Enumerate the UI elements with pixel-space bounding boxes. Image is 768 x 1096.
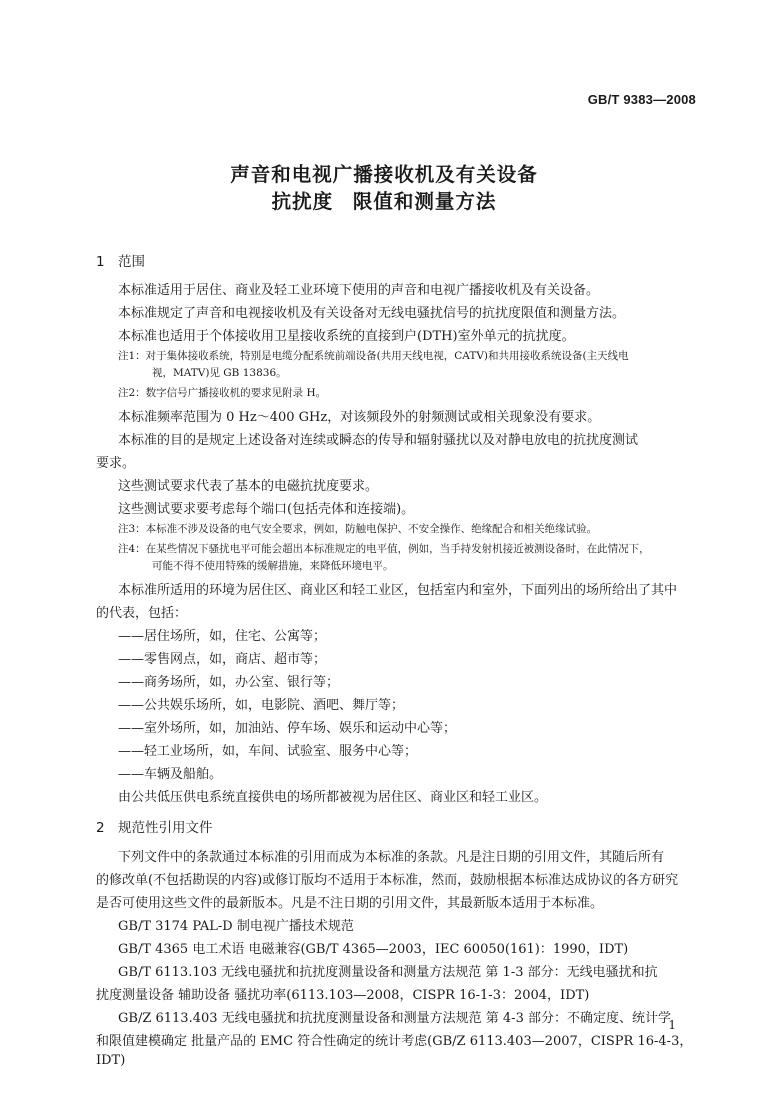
reference-gbt6113-103-continued: 扰度测量设备 辅助设备 骚扰功率(6113.103—2008，CISPR 16-1-3：2004，IDT) xyxy=(96,988,590,1003)
reference-gbz6113-403-continued: IDT) xyxy=(96,1053,126,1068)
section1-paragraph: 本标准频率范围为 0 Hz～400 GHz，对该频段外的射频测试或相关现象没有要求。 xyxy=(118,410,601,425)
standard-code: GB/T 9383—2008 xyxy=(587,92,696,107)
document-title-line1: 声音和电视广播接收机及有关设备 xyxy=(230,163,538,186)
note-4: 注4：在某些情况下骚扰电平可能会超出本标准规定的电平值，例如，当手持发射机接近被测设备时，在此情况下， xyxy=(118,543,650,555)
note-2: 注2：数字信号广播接收机的要求见附录 H。 xyxy=(118,387,327,399)
section1-paragraph: 本标准规定了声音和电视接收机及有关设备对无线电骚扰信号的抗扰度限值和测量方法。 xyxy=(118,306,626,321)
section1-paragraph-continued: 的代表，包括： xyxy=(96,606,188,621)
document-title-line2: 抗扰度 限值和测量方法 xyxy=(271,190,497,213)
section1-paragraph: 本标准所适用的环境为居住区、商业区和轻工业区，包括室内和室外，下面列出的场所给出了其中 xyxy=(118,583,678,598)
section1-heading xyxy=(96,250,145,270)
section2-title: 规范性引用文件 xyxy=(118,820,213,836)
reference-gbz6113-403: GB/Z 6113.403 无线电骚扰和抗扰度测量设备和测量方法规范 第 4-3 部分：不确定度、统计学 xyxy=(118,1011,671,1026)
section2-number: 2 xyxy=(96,820,105,836)
list-item: ——车辆及船舶。 xyxy=(118,767,223,782)
list-item: ——轻工业场所，如，车间、试验室、服务中心等； xyxy=(118,744,418,759)
note-4-continued: 可能不得不使用特殊的缓解措施，来降低环境电平。 xyxy=(152,560,394,572)
note-1-continued: 视，MATV)见 GB 13836。 xyxy=(152,367,287,379)
section2-paragraph-continued: 的修改单(不包括勘误的内容)或修订版均不适用于本标准，然而，鼓励根据本标准达成协议的各方研究 xyxy=(96,873,679,888)
page-number: 1 xyxy=(668,1018,676,1032)
section1-title: 范围 xyxy=(118,254,145,270)
section1-paragraph-continued: 要求。 xyxy=(96,456,136,471)
note-1: 注1：对于集体接收系统，特别是电缆分配系统前端设备(共用天线电视，CATV)和共用接收系统设备(主天线电 xyxy=(118,350,629,362)
list-item: ——商务场所，如，办公室、银行等； xyxy=(118,675,340,690)
note-3: 注3：本标准不涉及设备的电气安全要求，例如，防触电保护、不安全操作、绝缘配合和相关绝缘试验。 xyxy=(118,523,598,535)
section1-paragraph: 这些测试要求代表了基本的电磁抗扰度要求。 xyxy=(118,479,379,494)
list-item: ——零售网点，如，商店、超市等； xyxy=(118,652,327,667)
reference-gbt6113-103: GB/T 6113.103 无线电骚扰和抗扰度测量设备和测量方法规范 第 1-3 部分：无线电骚扰和抗 xyxy=(118,965,658,980)
section2-paragraph: 下列文件中的条款通过本标准的引用而成为本标准的条款。凡是注日期的引用文件，其随后所有 xyxy=(118,850,665,865)
section1-paragraph: 本标准适用于居住、商业及轻工业环境下使用的声音和电视广播接收机及有关设备。 xyxy=(118,283,600,298)
list-item: ——居住场所，如，住宅、公寓等； xyxy=(118,629,327,644)
section2-paragraph-continued: 是否可使用这些文件的最新版本。凡是不注日期的引用文件，其最新版本适用于本标准。 xyxy=(96,896,604,911)
section1-number: 1 xyxy=(96,254,105,270)
reference-gbt4365: GB/T 4365 电工术语 电磁兼容(GB/T 4365—2003，IEC 60050(161)：1990，IDT) xyxy=(118,942,629,957)
list-item: ——公共娱乐场所，如，电影院、酒吧、舞厅等； xyxy=(118,698,405,713)
list-item: ——室外场所，如，加油站、停车场、娱乐和运动中心等； xyxy=(118,721,457,736)
reference-gbz6113-403-continued: 和限值建模确定 批量产品的 EMC 符合性确定的统计考虑(GB/Z 6113.403—2007，CISPR 16-4-3， xyxy=(96,1034,693,1049)
section1-paragraph: 由公共低压供电系统直接供电的场所都被视为居住区、商业区和轻工业区。 xyxy=(118,790,548,805)
section1-paragraph: 这些测试要求要考虑每个端口(包括壳体和连接端)。 xyxy=(118,502,415,517)
section1-paragraph: 本标准的目的是规定上述设备对连续或瞬态的传导和辐射骚扰以及对静电放电的抗扰度测试 xyxy=(118,433,639,448)
reference-gbt3174: GB/T 3174 PAL-D 制电视广播技术规范 xyxy=(118,919,354,934)
section2-heading xyxy=(96,816,213,836)
section1-paragraph: 本标准也适用于个体接收用卫星接收系统的直接到户(DTH)室外单元的抗扰度。 xyxy=(118,329,575,344)
